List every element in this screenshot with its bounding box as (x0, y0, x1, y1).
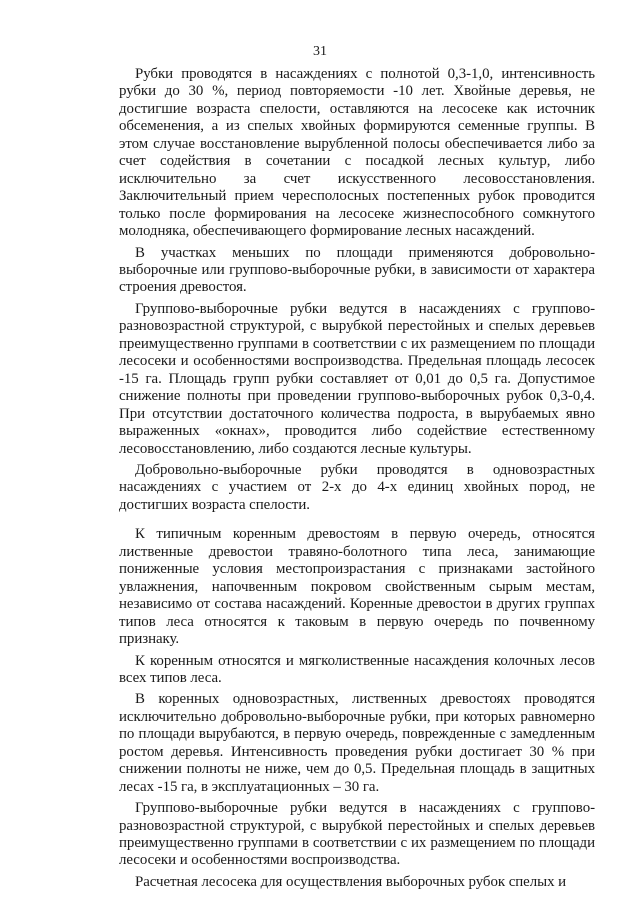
document-body (119, 66, 595, 891)
paragraph-3: Группово-выборочные рубки ведутся в насаждениях с группово-разновозрастной структурой, с вырубкой перестойных и спелых деревьев преимущественно группами в соответствии с их размещением по площади лесосеки и особенностями воспроизводства. Предельная площадь лесосек -15 га. Площадь групп рубки составляет от 0,01 до 0,5 га. Допустимое снижение полноты при проведении группово-выборочных рубок 0,3-0,4. При отсутствии достаточного количества подроста, в вырубаемых явно выраженных «окнах», проводится либо содействие естественному лесовосстановлению, либо создаются лесные культуры. (119, 300, 595, 457)
paragraph-8: Группово-выборочные рубки ведутся в насаждениях с группово-разновозрастной структурой, с вырубкой перестойных и спелых деревьев преимущественно группами в соответствии с их размещением по площади лесосеки и особенностями воспроизводства. (119, 800, 595, 869)
paragraph-9: Расчетная лесосека для осуществления выборочных рубок спелых и (135, 873, 567, 890)
paragraph-7: В коренных одновозрастных, лиственных древостоях проводятся исключительно добровольно-выборочные рубки, при которых равномерно по площади вырубаются, в первую очередь, поврежденные с замедленным ростом деревья. Интенсивность проведения рубки достигает 30 % при снижении полноты не ниже, чем до 0,5. Предельная площадь в защитных лесах -15 га, в эксплуатационных – 30 га. (119, 691, 595, 795)
paragraph-6: К коренным относятся и мягколиственные насаждения колочных лесов всех типов леса. (119, 652, 595, 686)
paragraph-5: К типичным коренным древостоям в первую очередь, относятся лиственные древостои травяно-болотного типа леса, занимающие пониженные условия местопроизрастания с признаками застойного увлажнения, напочвенным покровом свойственным сырым местам, независимо от состава насаждений. Коренные древостои в других группах типов леса относятся к таковым в первую очередь по почвенному признаку. (119, 526, 595, 648)
paragraph-1: Рубки проводятся в насаждениях с полнотой 0,3-1,0, интенсивность рубки до 30 %, период повторяемости -10 лет. Хвойные деревья, не достигшие возраста спелости, оставляются на лесосеке как источник обсеменения, а из спелых хвойных формируются семенные группы. В этом случае восстановление вырубленной полосы обеспечивается либо за счет содействия в сочетании с посадкой лесных культур, либо исключительно за счет искусственного лесовосстановления. Заключительный прием чересполосных постепенных рубок проводится только после формирования на лесосеке жизнеспособного сомкнутого молодняка, обеспечивающего формирование лесных насаждений. (119, 66, 595, 240)
page-number: 31 (313, 44, 327, 59)
paragraph-4: Добровольно-выборочные рубки проводятся в одновозрастных насаждениях с участием от 2-х до 4-х единиц хвойных пород, не достигших возраста спелости. (119, 461, 595, 513)
paragraph-2: В участках меньших по площади применяются добровольно-выборочные или группово-выборочные рубки, в зависимости от характера строения древостоя. (119, 244, 595, 296)
